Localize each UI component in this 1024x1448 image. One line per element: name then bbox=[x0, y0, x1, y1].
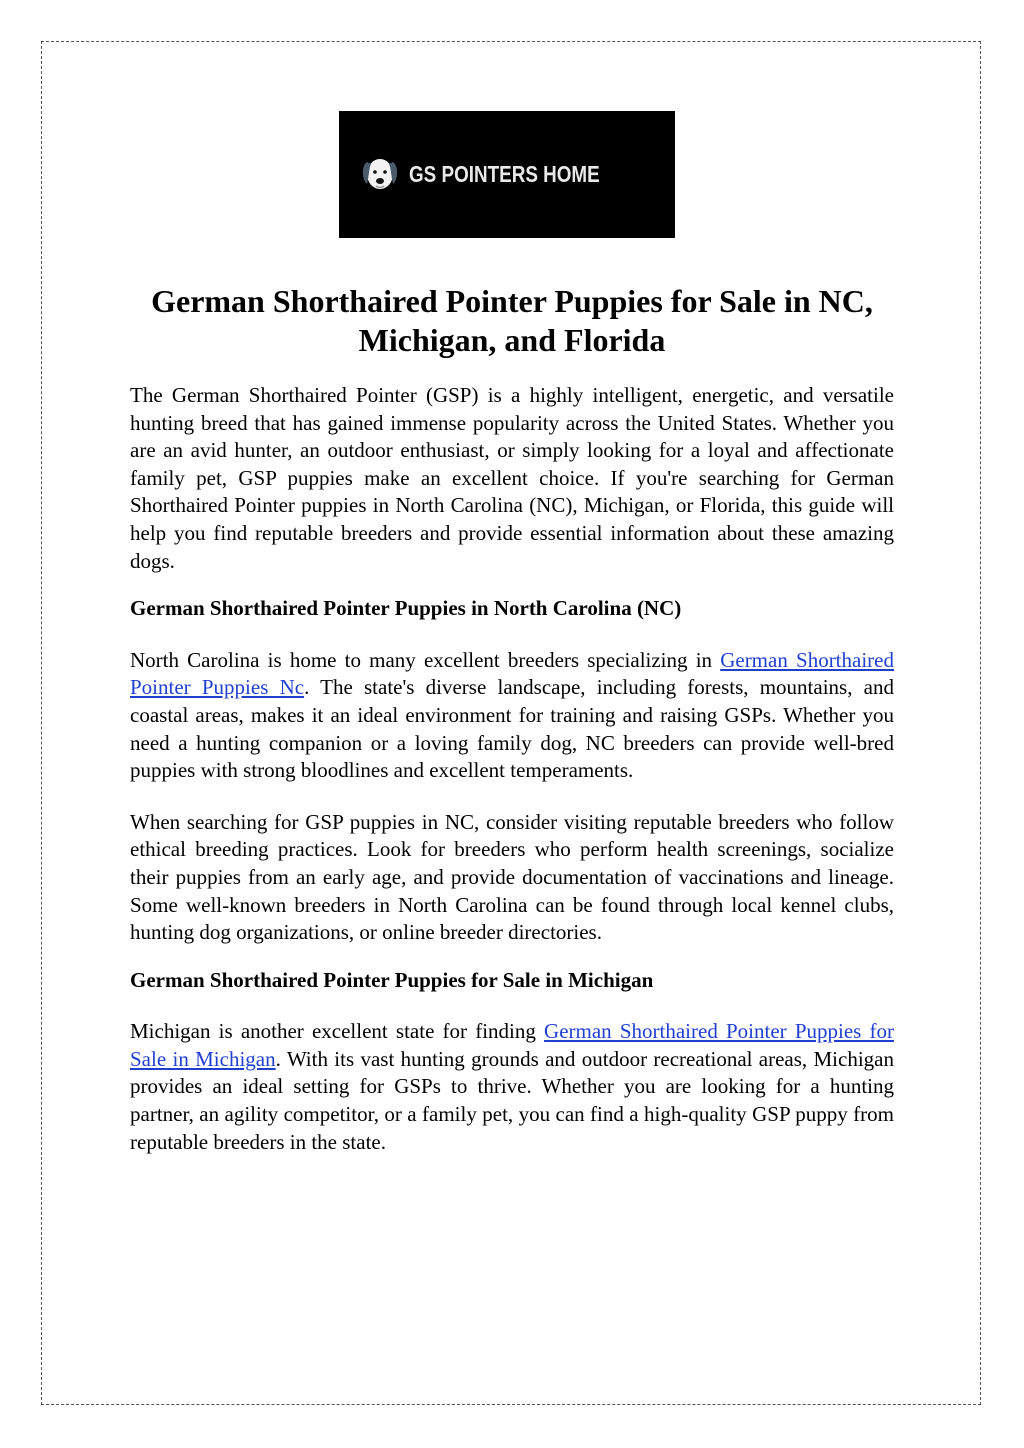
michigan-paragraph-1-text-a: Michigan is another excellent state for finding bbox=[130, 1019, 545, 1044]
nc-paragraph-1 bbox=[130, 647, 894, 785]
intro-paragraph: The German Shorthaired Pointer (GSP) is a highly intelligent, energetic, and versatile hunting breed that has gained immense popularity across the United States. Whether you are an avid hunter, an outdoor enthusiast, or simply looking for a loyal and affectionate family pet, GSP puppies make an excellent choice. If you're searching for German Shorthaired Pointer puppies in North Carolina (NC), Michigan, or Florida, this guide will help you find reputable breeders and provide essential information about these amazing dogs. bbox=[130, 383, 894, 573]
section-heading-nc: German Shorthaired Pointer Puppies in North Carolina (NC) bbox=[130, 596, 682, 621]
page-title: German Shorthaired Pointer Puppies for Sale in NC, Michigan, and Florida bbox=[151, 283, 873, 358]
michigan-paragraph-1-text-b: . With its vast hunting grounds and outdoor recreational areas, Michigan provides an ideal setting for GSPs to thrive. Whether you are looking for a hunting partner, an agility competitor, or a family pet, you can find a high-quality GSP puppy from reputable breeders in the state. bbox=[130, 1046, 894, 1154]
dog-face-icon bbox=[359, 154, 401, 196]
logo-banner bbox=[339, 111, 675, 238]
section-heading-michigan: German Shorthaired Pointer Puppies for Sale in Michigan bbox=[130, 967, 654, 992]
nc-paragraph-2: When searching for GSP puppies in NC, consider visiting reputable breeders who follow ethical breeding practices. Look for breeders who perform health screenings, socialize their puppies from an early age, and provide documentation of vaccinations and lineage. Some well-known breeders in North Carolina can be found through local kennel clubs, hunting dog organizations, or online breeder directories. bbox=[130, 809, 894, 945]
logo bbox=[359, 154, 642, 196]
article-body bbox=[130, 382, 894, 1156]
michigan-paragraph-1 bbox=[130, 1018, 894, 1156]
logo-text: GS POINTERS HOME bbox=[408, 161, 600, 187]
gsp-puppies-michigan-link[interactable]: German Shorthaired Pointer Puppies for Sale in Michigan bbox=[130, 1019, 894, 1071]
nc-paragraph-1-text-a: North Carolina is home to many excellent breeders specializing in bbox=[130, 647, 721, 672]
nc-paragraph-1-text-b: . The state's diverse landscape, including forests, mountains, and coastal areas, makes it an ideal environment for training and raising GSPs. Whether you need a hunting companion or a loving family dog, NC breeders can provide well-bred puppies with strong bloodlines and excellent temperaments. bbox=[130, 675, 894, 783]
gsp-puppies-nc-link[interactable]: German Shorthaired Pointer Puppies Nc bbox=[130, 647, 894, 700]
